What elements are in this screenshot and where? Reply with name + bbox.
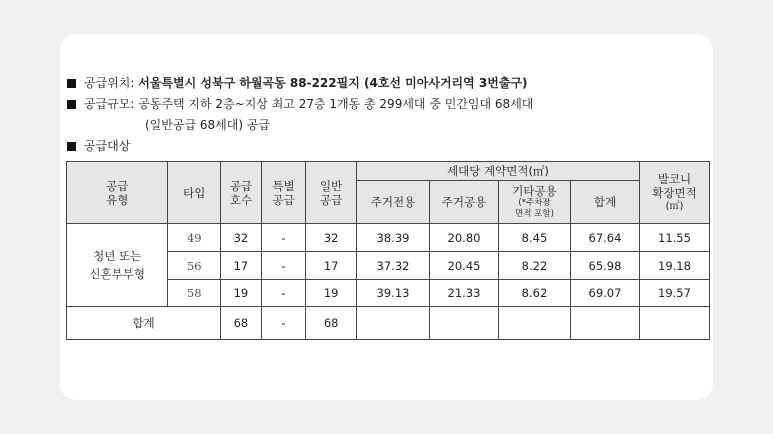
cell-common: 20.80 (430, 224, 499, 252)
target-line (67, 138, 130, 154)
sum-exclusive (357, 307, 430, 340)
sum-special: - (261, 307, 306, 340)
bullet-icon (67, 79, 76, 88)
header-area-group: 세대당 계약면적(㎡) (357, 162, 640, 181)
cell-type: 56 (168, 252, 221, 280)
group-label: 청년 또는 신혼부부형 (67, 224, 168, 307)
cell-type: 58 (168, 280, 221, 307)
cell-units: 17 (221, 252, 262, 280)
header-special: 특별 공급 (261, 162, 306, 224)
sum-label: 합계 (67, 307, 221, 340)
cell-exclusive: 38.39 (357, 224, 430, 252)
cell-balcony: 19.57 (639, 280, 709, 307)
cell-units: 19 (221, 280, 262, 307)
cell-common: 21.33 (430, 280, 499, 307)
cell-balcony: 11.55 (639, 224, 709, 252)
bullet-icon (67, 100, 76, 109)
cell-total: 69.07 (570, 280, 639, 307)
cell-balcony: 19.18 (639, 252, 709, 280)
location-line (67, 75, 528, 91)
bullet-icon (67, 142, 76, 151)
header-type: 타입 (168, 162, 221, 224)
sum-general: 68 (306, 307, 357, 340)
cell-special: - (261, 280, 306, 307)
scale-label: 공급규모: (84, 97, 135, 111)
cell-special: - (261, 252, 306, 280)
table-row (67, 224, 710, 252)
cell-other: 8.45 (498, 224, 570, 252)
supply-table (66, 161, 710, 340)
cell-exclusive: 37.32 (357, 252, 430, 280)
cell-general: 19 (306, 280, 357, 307)
sum-balcony (639, 307, 709, 340)
cell-other: 8.22 (498, 252, 570, 280)
cell-exclusive: 39.13 (357, 280, 430, 307)
header-units: 공급 호수 (221, 162, 262, 224)
sum-row (67, 307, 710, 340)
cell-common: 20.45 (430, 252, 499, 280)
header-other: 기타공용 (*주차장 면적 포함) (498, 181, 570, 224)
cell-special: - (261, 224, 306, 252)
header-exclusive: 주거전용 (357, 181, 430, 224)
sum-units: 68 (221, 307, 262, 340)
location-label: 공급위치: (84, 76, 135, 90)
location-value: 서울특별시 성북구 하월곡동 88-222필지 (4호선 미아사거리역 3번출구) (138, 76, 528, 90)
cell-total: 67.64 (570, 224, 639, 252)
scale-line-2: (일반공급 68세대) 공급 (145, 118, 270, 132)
cell-type: 49 (168, 224, 221, 252)
header-total: 합계 (570, 181, 639, 224)
scale-value: 공동주택 지하 2층~지상 최고 27층 1개동 총 299세대 중 민간임대 68세대 (138, 97, 534, 111)
target-label: 공급대상 (84, 139, 131, 153)
sum-common (430, 307, 499, 340)
header-common: 주거공용 (430, 181, 499, 224)
cell-total: 65.98 (570, 252, 639, 280)
cell-general: 32 (306, 224, 357, 252)
cell-general: 17 (306, 252, 357, 280)
cell-units: 32 (221, 224, 262, 252)
sum-total (570, 307, 639, 340)
sum-other (498, 307, 570, 340)
cell-other: 8.62 (498, 280, 570, 307)
header-general: 일반 공급 (306, 162, 357, 224)
scale-line (67, 96, 533, 112)
header-balcony: 발코니 확장면적 (㎡) (639, 162, 709, 224)
header-supply-type: 공급 유형 (67, 162, 168, 224)
